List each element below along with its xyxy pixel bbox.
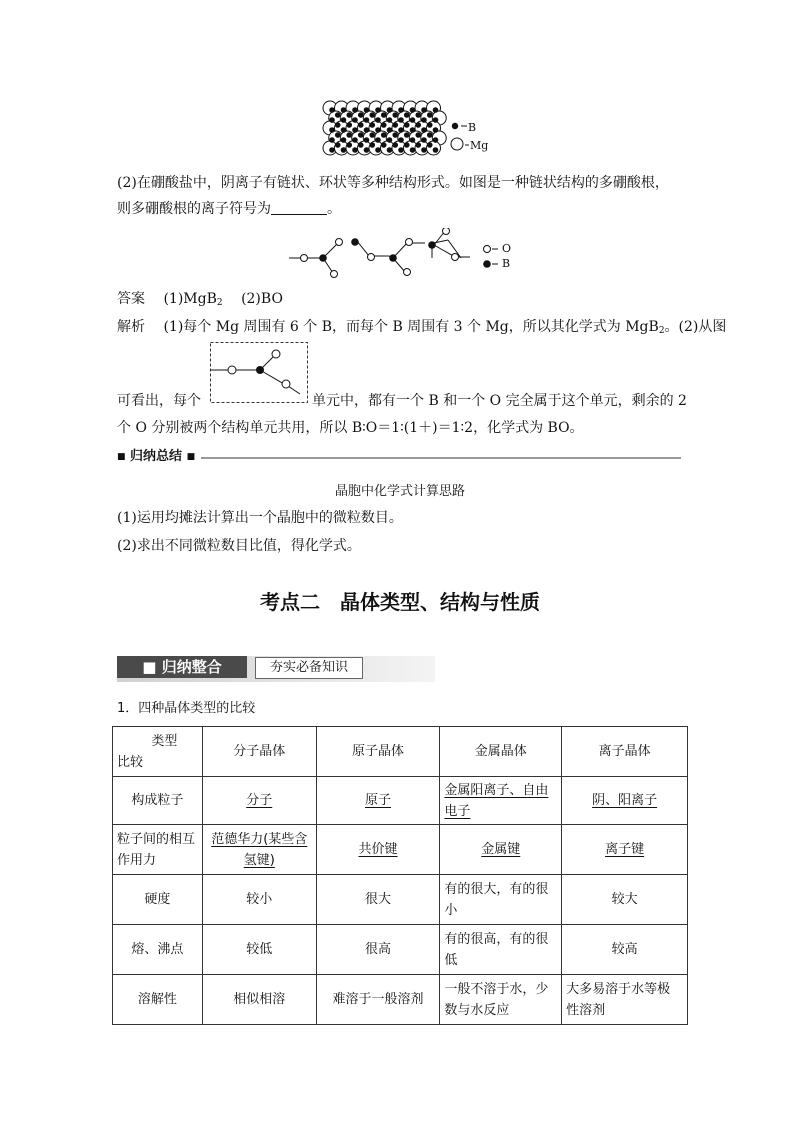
table-cell: 较低 — [202, 925, 316, 975]
table-cell: 大多易溶于水等极性溶剂 — [562, 975, 688, 1025]
corner-top: 类型 — [151, 733, 178, 749]
table-header-row — [113, 727, 688, 777]
b-atom — [381, 142, 387, 148]
b-atom — [335, 142, 341, 148]
b-atom — [433, 127, 439, 133]
b-atom — [398, 137, 404, 143]
b-atom — [387, 147, 393, 153]
answer-blank — [271, 200, 327, 215]
b-atom — [387, 137, 393, 143]
b-atom — [352, 127, 358, 133]
table-cell: 很大 — [316, 875, 440, 925]
b-atom — [352, 107, 358, 113]
table-cell: 有的很大，有的很小 — [440, 875, 562, 925]
b-atom — [404, 142, 410, 148]
table-cell — [316, 825, 440, 875]
b-atom — [358, 142, 364, 148]
row-label: 构成粒子 — [113, 777, 203, 825]
b-atom — [387, 127, 393, 133]
b-atom — [352, 137, 358, 143]
b-atom — [335, 122, 341, 128]
answer-part1-sub: 2 — [216, 298, 223, 308]
b-atom — [392, 122, 398, 128]
table-cell: 一般不溶于水，少数与水反应 — [440, 975, 562, 1025]
b-atom — [415, 142, 421, 148]
b-atom — [369, 122, 375, 128]
b-atom — [392, 132, 398, 138]
cell-answer: 原子 — [365, 793, 392, 808]
crystal-comparison-table — [112, 726, 688, 1025]
chain-legend — [483, 246, 498, 268]
b-atom — [329, 107, 335, 113]
b-atom — [369, 142, 375, 148]
b-atom — [329, 117, 335, 123]
analysis-line1 — [117, 317, 726, 341]
b-atom — [433, 147, 439, 153]
question-2-text: 则多硼酸根的离子符号为 — [117, 201, 271, 217]
b-atom — [415, 122, 421, 128]
b-atom — [329, 137, 335, 143]
b-atom — [358, 112, 364, 118]
b-atom — [398, 117, 404, 123]
b-atom — [387, 107, 393, 113]
table-cell — [202, 777, 316, 825]
analysis-text-1b: 。(2)从图 — [664, 319, 727, 335]
table-row — [113, 875, 688, 925]
legend — [451, 123, 469, 150]
b-atom — [358, 122, 364, 128]
header-cell: 离子晶体 — [562, 727, 688, 777]
question-2-line1: (2)在硼酸盐中，阴离子有链状、环状等多种结构形式。如图是一种链状结构的多硼酸根， — [117, 175, 669, 191]
question-2-line2 — [117, 199, 341, 219]
b-atom — [427, 142, 433, 148]
section-title: 考点二 晶体类型、结构与性质 — [260, 590, 540, 614]
legend-mg-label: Mg — [470, 139, 489, 152]
corner-bottom: 比较 — [117, 754, 144, 770]
b-atom — [410, 107, 416, 113]
b-atom — [358, 132, 364, 138]
b-atom — [375, 137, 381, 143]
analysis-sub: 2 — [658, 326, 665, 336]
table-cell: 较大 — [562, 875, 688, 925]
b-atom — [341, 117, 347, 123]
b-atom — [381, 112, 387, 118]
b-atom — [415, 112, 421, 118]
b-atom — [410, 127, 416, 133]
b-atom — [335, 132, 341, 138]
banner-dark-tag: ■ 归纳整合 — [117, 656, 247, 678]
banner-light-tag: 夯实必备知识 — [255, 657, 363, 679]
b-atom — [375, 147, 381, 153]
b-atom — [421, 107, 427, 113]
header-cell: 分子晶体 — [202, 727, 316, 777]
b-atom — [364, 147, 370, 153]
square-icon: ■ — [186, 452, 196, 462]
summary-item-2: (2)求出不同微粒数目比值，得化学式。 — [117, 538, 361, 554]
b-atom — [421, 147, 427, 153]
cell-answer: 金属阳离子、自由电子 — [444, 782, 549, 819]
table-title: 1．四种晶体类型的比较 — [117, 701, 256, 716]
structural-unit-figure — [210, 342, 310, 404]
b-atom — [375, 127, 381, 133]
table-cell — [562, 825, 688, 875]
b-atom — [364, 117, 370, 123]
b-atom — [404, 132, 410, 138]
b-atom — [341, 127, 347, 133]
row-label: 硬度 — [113, 875, 203, 925]
table-cell: 较高 — [562, 925, 688, 975]
b-atom — [421, 127, 427, 133]
table-row — [113, 925, 688, 975]
b-atom — [421, 137, 427, 143]
chain-legend-b: B — [502, 257, 511, 270]
cell-answer: 分子 — [246, 793, 273, 808]
b-atom — [375, 107, 381, 113]
summary-rule — [117, 457, 681, 459]
cell-answer: 共价键 — [358, 842, 398, 857]
chain-legend-o: O — [502, 242, 512, 255]
summary-item-1: (1)运用均摊法计算出一个晶胞中的微粒数目。 — [117, 510, 403, 526]
b-atom — [364, 127, 370, 133]
b-atom — [375, 117, 381, 123]
b-atom — [433, 107, 439, 113]
b-atom — [381, 122, 387, 128]
table-cell — [440, 825, 562, 875]
row-label: 溶解性 — [113, 975, 203, 1025]
analysis-line3: 个 O 分别被两个结构单元共用，所以 B∶O＝1∶(1＋)＝1∶2，化学式为 BO。 — [117, 420, 584, 436]
b-atom — [335, 112, 341, 118]
polyborate-chain-figure — [285, 228, 525, 278]
cell-answer: 范德华力(某些含氢键) — [211, 831, 308, 868]
b-atom — [398, 107, 404, 113]
b-atom — [392, 112, 398, 118]
corner-cell — [113, 727, 203, 777]
summary-title: 晶胞中化学式计算思路 — [334, 484, 465, 499]
b-atom — [341, 107, 347, 113]
table-cell — [202, 825, 316, 875]
question-2-end: 。 — [327, 201, 341, 217]
b-atom — [392, 142, 398, 148]
square-icon: ■ — [117, 452, 126, 462]
b-atom — [427, 132, 433, 138]
table-row — [113, 975, 688, 1025]
b-atom — [433, 117, 439, 123]
analysis-line2a: 可看出，每个 — [117, 393, 201, 409]
b-atom — [341, 147, 347, 153]
cell-answer: 金属键 — [481, 842, 521, 857]
b-atom — [410, 147, 416, 153]
answer-part2: (2)BO — [241, 291, 283, 307]
b-atom — [369, 132, 375, 138]
analysis-line2b: 单元中，都有一个 B 和一个 O 完全属于这个单元，剩余的 2 — [312, 393, 687, 409]
table-row — [113, 777, 688, 825]
table-cell: 很高 — [316, 925, 440, 975]
b-atom — [341, 137, 347, 143]
b-atom — [404, 122, 410, 128]
b-atom — [346, 132, 352, 138]
analysis-label: 解析 — [117, 319, 145, 335]
b-atom — [329, 127, 335, 133]
b-atom — [427, 112, 433, 118]
b-atom — [329, 147, 335, 153]
table-cell: 相似相溶 — [202, 975, 316, 1025]
legend-b-label: B — [468, 121, 477, 134]
b-atom — [364, 107, 370, 113]
table-cell: 难溶于一般溶剂 — [316, 975, 440, 1025]
b-atom — [352, 147, 358, 153]
analysis-text-1a: (1)每个 Mg 周围有 6 个 B，而每个 B 周围有 3 个 Mg，所以其化学式为 MgB — [163, 319, 659, 335]
b-atom — [398, 127, 404, 133]
cell-answer: 离子键 — [605, 842, 645, 857]
b-atom — [364, 137, 370, 143]
answer-line — [117, 289, 283, 313]
table-cell — [562, 777, 688, 825]
b-atom — [398, 147, 404, 153]
summary-heading — [117, 448, 201, 466]
b-atom — [346, 142, 352, 148]
b-atom — [415, 132, 421, 138]
b-atom — [369, 112, 375, 118]
b-atom — [387, 117, 393, 123]
row-label: 粒子间的相互作用力 — [113, 825, 203, 875]
answer-part1: (1)MgB — [163, 291, 217, 307]
b-atom — [433, 137, 439, 143]
b-atom — [404, 112, 410, 118]
b-atom — [352, 117, 358, 123]
table-cell — [440, 777, 562, 825]
table-row — [113, 825, 688, 875]
summary-heading-text: 归纳总结 — [130, 449, 183, 464]
table-cell: 有的很高，有的很低 — [440, 925, 562, 975]
b-atom — [346, 112, 352, 118]
b-atom — [421, 117, 427, 123]
cell-answer: 阴、阳离子 — [592, 793, 658, 808]
table-cell: 较小 — [202, 875, 316, 925]
b-atom — [381, 132, 387, 138]
answer-label: 答案 — [117, 291, 145, 307]
table-cell — [316, 777, 440, 825]
b-atom — [410, 117, 416, 123]
b-atom — [427, 122, 433, 128]
b-atom — [346, 122, 352, 128]
header-cell: 原子晶体 — [316, 727, 440, 777]
row-label: 熔、沸点 — [113, 925, 203, 975]
b-atom — [410, 137, 416, 143]
header-cell: 金属晶体 — [440, 727, 562, 777]
